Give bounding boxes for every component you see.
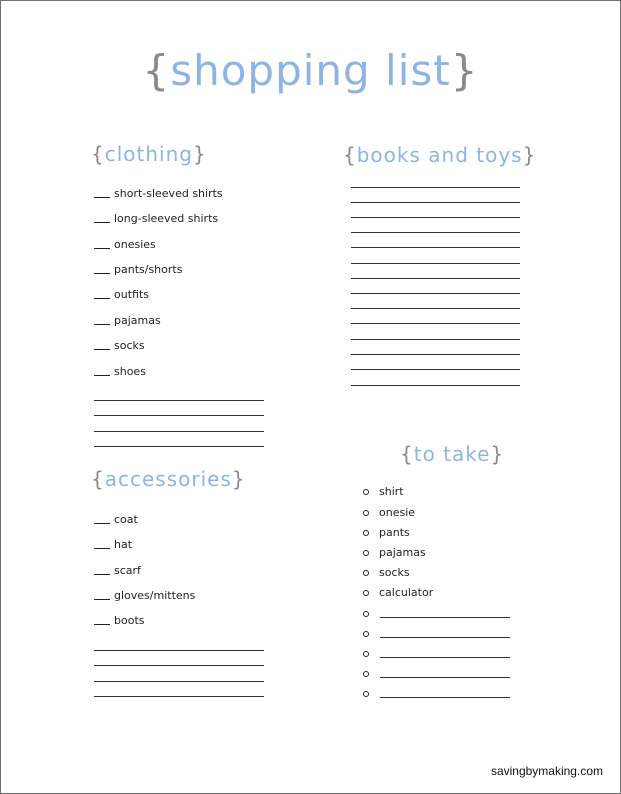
accessory-item-label: hat <box>114 538 133 551</box>
accessory-item-label: gloves/mittens <box>114 589 196 602</box>
blank-line <box>351 217 520 218</box>
page-title <box>0 46 621 95</box>
to-take-item: pajamas <box>379 546 426 559</box>
accessory-item <box>94 589 195 602</box>
bullet-icon <box>363 570 369 576</box>
clothing-item <box>94 238 156 251</box>
accessory-item-label: coat <box>114 513 138 526</box>
footer-website: savingbymaking.com <box>490 764 603 778</box>
to-take-item: calculator <box>379 586 434 599</box>
blank-line <box>351 369 520 370</box>
title-open-brace: { <box>142 46 171 95</box>
blank-line <box>351 354 520 355</box>
to-take-item: onesie <box>379 506 416 519</box>
accessory-item-label: boots <box>114 614 145 627</box>
clothing-item <box>94 187 223 200</box>
blank-line <box>351 232 520 233</box>
bullet-icon <box>363 510 369 516</box>
blank-line <box>380 617 510 618</box>
blank-line <box>380 637 510 638</box>
clothing-item-label: pants/shorts <box>114 263 183 276</box>
blank-line <box>351 247 520 248</box>
blank-line <box>94 400 264 401</box>
clothing-item-label: outfits <box>114 288 149 301</box>
accessory-item-label: scarf <box>114 564 141 577</box>
clothing-item-label: long-sleeved shirts <box>114 212 219 225</box>
blank-line <box>94 650 264 651</box>
clothing-item-label: socks <box>114 339 145 352</box>
books-toys-heading-text: books and toys <box>356 143 523 167</box>
to-take-item: socks <box>379 566 410 579</box>
heading-open-brace: { <box>91 467 105 491</box>
clothing-heading-text: clothing <box>104 142 193 166</box>
blank-line <box>351 339 520 340</box>
to-take-item: shirt <box>379 485 404 498</box>
clothing-item <box>94 314 161 327</box>
clothing-item-label: shoes <box>114 365 146 378</box>
heading-close-brace: } <box>522 143 537 167</box>
blank-line <box>380 677 510 678</box>
heading-close-brace: } <box>231 467 246 491</box>
to-take-item: pants <box>379 526 410 539</box>
accessory-item <box>94 564 141 577</box>
accessories-heading <box>91 467 246 491</box>
accessory-item <box>94 513 138 526</box>
heading-close-brace: } <box>490 442 505 466</box>
blank-line <box>94 665 264 666</box>
bullet-icon <box>363 590 369 596</box>
blank-line <box>380 697 510 698</box>
blank-line <box>351 385 520 386</box>
heading-open-brace: { <box>91 142 105 166</box>
accessories-heading-text: accessories <box>104 467 232 491</box>
bullet-icon <box>363 651 369 657</box>
heading-close-brace: } <box>192 142 207 166</box>
clothing-item <box>94 263 182 276</box>
clothing-item <box>94 365 146 378</box>
blank-line <box>94 431 264 432</box>
title-close-brace: } <box>450 46 479 95</box>
blank-line <box>351 263 520 264</box>
bullet-icon <box>363 691 369 697</box>
blank-line <box>351 187 520 188</box>
blank-line <box>351 323 520 324</box>
accessory-item <box>94 614 145 627</box>
clothing-item-label: pajamas <box>114 314 161 327</box>
clothing-item <box>94 339 145 352</box>
books-toys-heading <box>343 143 536 167</box>
bullet-icon <box>363 611 369 617</box>
clothing-heading <box>91 142 207 166</box>
blank-line <box>94 681 264 682</box>
bullet-icon <box>363 671 369 677</box>
to-take-heading-text: to take <box>413 442 491 466</box>
bullet-icon <box>363 550 369 556</box>
clothing-item-label: short-sleeved shirts <box>114 187 223 200</box>
blank-line <box>94 446 264 447</box>
clothing-item <box>94 288 149 301</box>
to-take-heading <box>400 442 504 466</box>
blank-line <box>380 657 510 658</box>
bullet-icon <box>363 489 369 495</box>
title-text: shopping list <box>170 46 451 95</box>
bullet-icon <box>363 530 369 536</box>
blank-line <box>94 415 264 416</box>
clothing-item-label: onesies <box>114 238 156 251</box>
accessory-item <box>94 538 132 551</box>
blank-line <box>351 278 520 279</box>
heading-open-brace: { <box>400 442 414 466</box>
heading-open-brace: { <box>343 143 357 167</box>
clothing-item <box>94 212 218 225</box>
blank-line <box>351 293 520 294</box>
blank-line <box>351 202 520 203</box>
bullet-icon <box>363 631 369 637</box>
blank-line <box>94 696 264 697</box>
blank-line <box>351 308 520 309</box>
